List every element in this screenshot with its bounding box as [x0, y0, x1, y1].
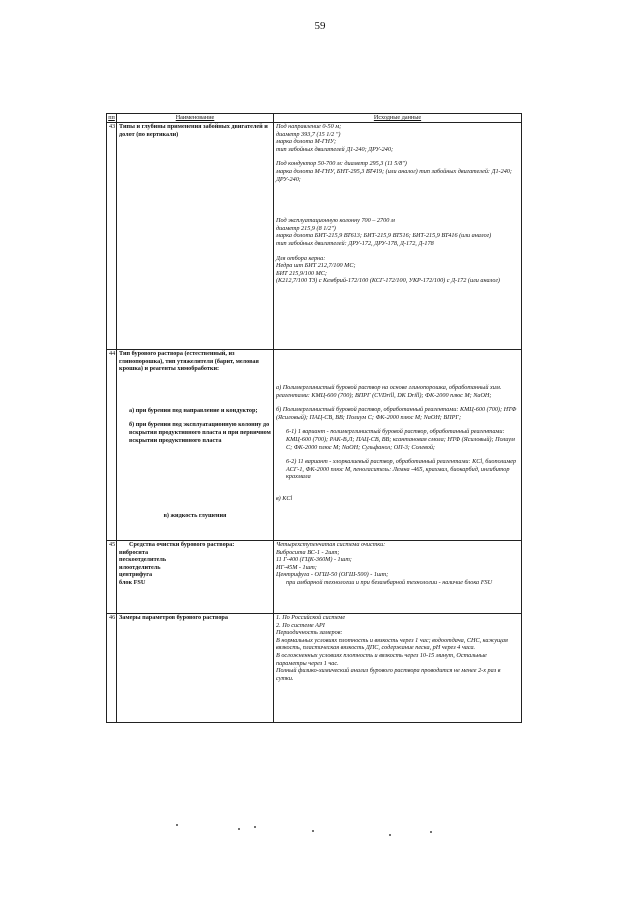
list-item: центрифуга	[119, 571, 153, 579]
header-num: пп	[108, 114, 115, 121]
list-item: вибросита	[119, 548, 149, 556]
scan-dot	[389, 834, 391, 836]
header-data: Исходные данные	[274, 114, 522, 123]
row-data: 1. По Российской системе 2. По системе API Периодичность замеров: В нормальных условиях плотность и вязкость через 1 час; водоотдача, СНС, кажущая вязкость, пластическая вязкость ДПС, содержание песка, pH через 4 часа. В осложненных условиях плотность и вязкость через 10-15 минут, Остальные параметры через 1 час. Полный физико-химический анализ бурового раствора проводится не менее 2-х раз в сутки.	[274, 614, 522, 723]
scan-dot	[238, 828, 240, 830]
row-name: Средства очистки бурового раствора: вибросита пескоотделитель илоотделитель центрифуга блок FSU	[117, 541, 274, 614]
table-header-row	[107, 114, 522, 123]
row-name: Тип бурового раствора (естественный, из глинопорошка), тип утяжелителя (барит, меловая крошка) и реагенты химобработки: а) при бурении под направление и кондуктор; б) при бурении под эксплуатационную колонну до вскрытия продуктивного пласта и при первичном вскрытии продуктивного пласта в) жидкость глушения	[117, 350, 274, 541]
table-row	[107, 541, 522, 614]
scan-dot	[430, 831, 432, 833]
scan-dot	[312, 830, 314, 832]
row-name: Типы и глубины применения забойных двигателей и долот (по вертикали)	[117, 123, 274, 350]
row-data: Под направление 0-50 м; диаметр 393,7 (15 1/2 ") марка долота М-ГНУ; тип забойных двигателей Д1-240; ДРУ-240; Под кондуктор 50-700 м: диаметр 295,3 (11 5/8") марка долота М-ГНУ, БНТ-295,3 ВТ419; (или аналог) тип забойных двигателей: Д1-240; ДРУ-240; Под эксплуатационную колонну 700 – 2700 м диаметр 215,9 (8 1/2") марка долота БИТ-215,9 ВТ613; БИТ-215,9 ВТ516; БИТ-215,9 ВТ416 (или аналог) тип забойных двигателей: ДРУ-172, ДРУ-178, Д-172, Д-178 Для отбора керна: Недра шт БИТ 212,7/100 МС; БИТ 215,9/100 МС; (К212,7/100 ТЗ) с Кембрий-172/100 (КСГ-172/100, УКР-172/100) с Д-172 (или аналог)	[274, 123, 522, 350]
row-data: а) Полимерглинистый буровой раствор на основе глинопорошка, обработанный хим. реагентами: КМЦ-600 (700); ВПРГ (CVDrill, DK Drill); ФК-2000 плюс М; NaOH; б) Полимерглинистый буровой раствор, обработанный реагентами: КМЦ-600 (700); НТФ (Ясиловый); ПАЦ-СВ, ВВ; Полиум С; ФК-2000 плюс М; NaOH; ВПРГ; 6-1) 1 вариант - полимерглинистый буровой раствор, обработанный реагентами: КМЦ-600 (700); РАК-В,Л; ПАЦ-СВ, ВВ; ксантановая смола; НТФ (Ясиловый); Полиум С; ФК-2000 плюс М; NaOH; Сульфанол; ОП-3; Солевой; 6-2) 11 вариант - хлоркалиевый раствор, обработанный реагентами: KCl, биополимер АСГ-1, ФК-2000 плюс М, пеногаситель: Лемна -465, крахмал, биокарбид, ингибитор крахмала в) KCl	[274, 350, 522, 541]
header-name: Наименование	[117, 114, 274, 123]
row-number: 43	[107, 123, 117, 350]
page-number: 59	[314, 20, 326, 32]
drilling-data-table	[106, 113, 522, 723]
row-data: Четырехступенчатая система очистки: Вибросита ВС-1 - 2шт; 11 Г-400 (ГЦК-360М) - 1шт; ИГ-45М - 1шт; Центрифуга - ОГШ-50 (ОГШ-500) - 1шт; при амбарной технологии и при безамбарной технологии - наличие блока FSU	[274, 541, 522, 614]
scan-artifacts	[0, 822, 640, 842]
list-item: илоотделитель	[119, 563, 161, 571]
list-item: пескоотделитель	[119, 556, 167, 564]
scan-dot	[254, 826, 256, 828]
row-number: 46	[107, 614, 117, 723]
row-number: 44	[107, 350, 117, 541]
table-row	[107, 614, 522, 723]
table-row	[107, 350, 522, 541]
list-item: блок FSU	[119, 578, 146, 586]
scan-dot	[176, 824, 178, 826]
row-number: 45	[107, 541, 117, 614]
row-name: Замеры параметров бурового раствора	[117, 614, 274, 723]
table-row	[107, 123, 522, 350]
